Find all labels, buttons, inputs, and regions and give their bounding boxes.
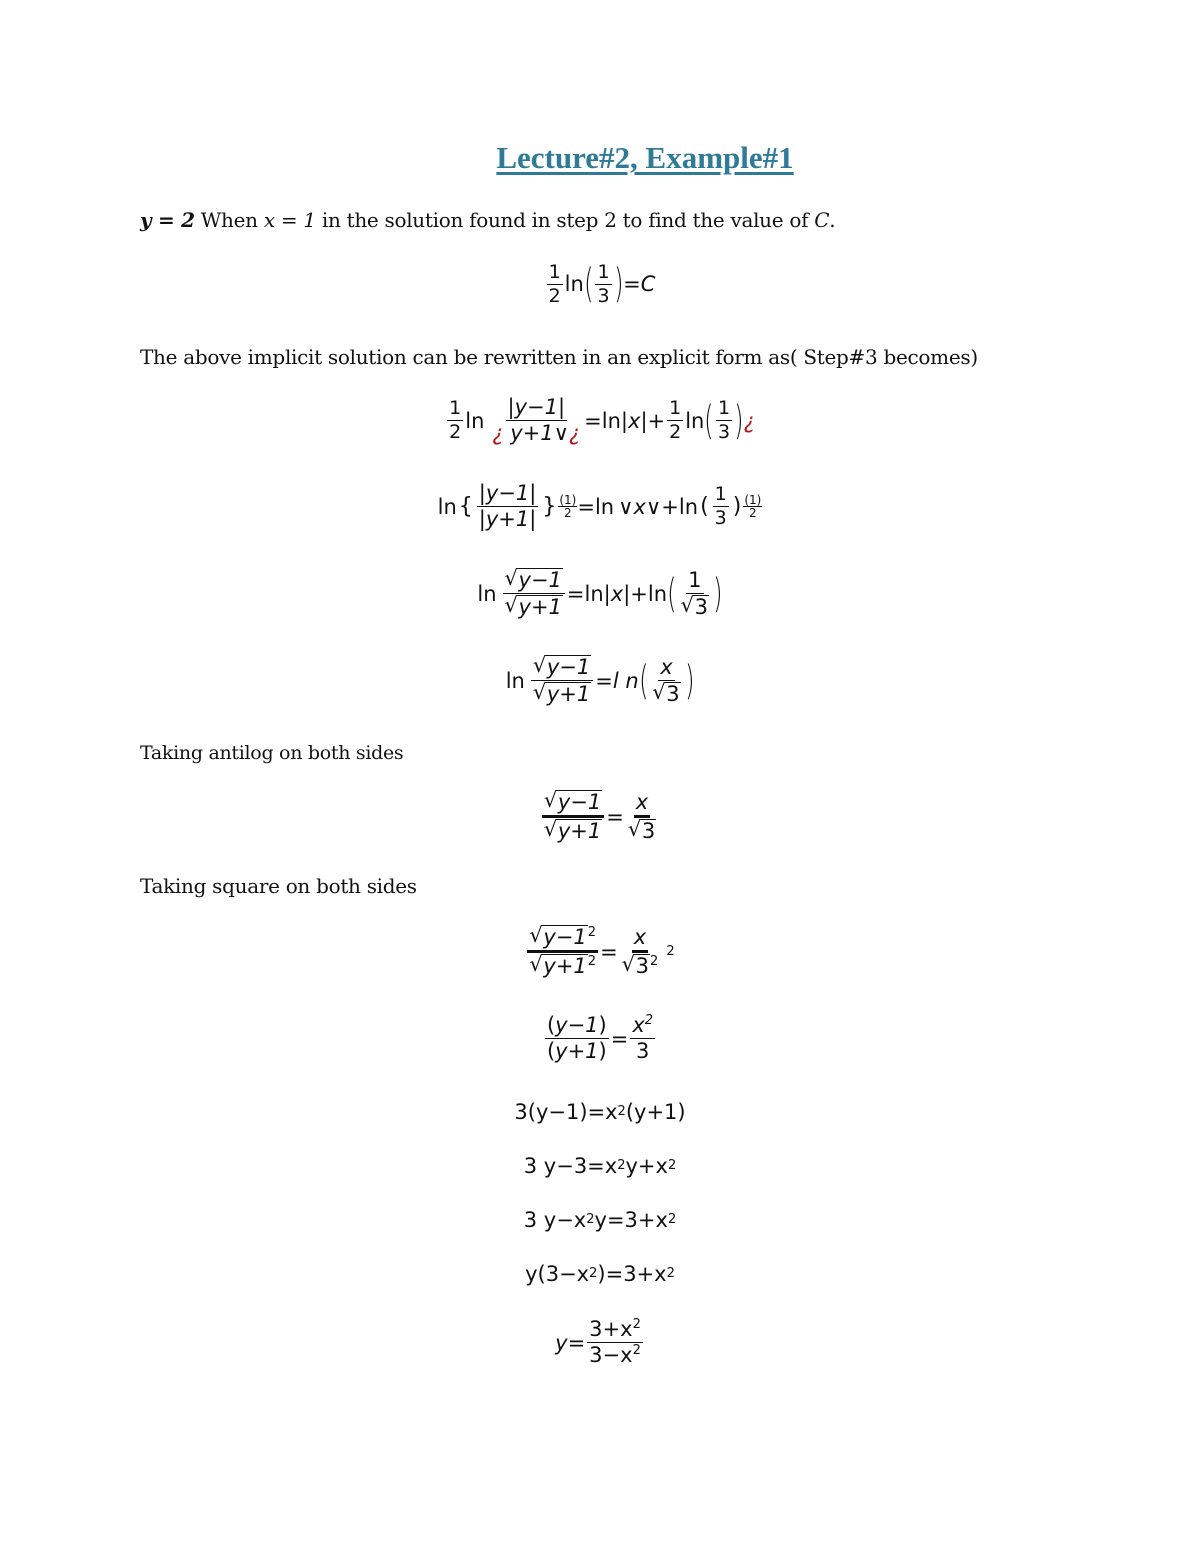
equation-factor: y(3−x 2 )=3+x 2 [525, 1262, 675, 1286]
equation-step3: $\frac{1}{2}$ ln $\frac{|y-1|}{¿ y+1\vee¿}$ = ln | x | + $\frac{1}{2}$ ln ( $\frac{1}{3}$ ) ¿ [449, 395, 755, 446]
equation-constant: $\frac{1}{2}$ ln ( $\frac{1}{3}$ ) = C [548, 261, 656, 308]
equation-combined-log: ln √ y−1 √ y+1 = l n ( x √ 3 ) [0, 655, 1200, 706]
paragraph-antilog: Taking antilog on both sides [140, 742, 404, 764]
equation-cross-multiply: 3(y−1)=x 2 (y+1) [514, 1100, 686, 1124]
equation-power-form: ln { $\frac{|y-1|}{|y+1|}$ } $\frac{(1)}{2}$ = ln ∨ x ∨ + ln ( $\frac{1}{3}$ ) (1) 2 [437, 481, 762, 532]
fraction-half: $\frac{1}{2}$ [548, 261, 561, 307]
paragraph-explicit: The above implicit solution can be rewritten in an explicit form as( Step#3 becomes) [140, 345, 978, 369]
equation-collect: 3 y−x 2 y=3+x 2 [523, 1208, 677, 1232]
y-equals-2: y = 2 [140, 208, 195, 232]
constant-c: C [814, 208, 830, 232]
equation-expand: 3 y−3=x 2 y+x 2 [523, 1154, 677, 1178]
intro-rest: in the solution found in step 2 to find the value of [315, 208, 815, 232]
intro-line: y = 2 When x = 1 in the solution found in step 2 to find the value of C. [140, 208, 836, 232]
fraction-abs-ratio: $\frac{|y-1|}{¿ y+1\vee¿}$ [492, 395, 581, 446]
x-equals-1: x = 1 [263, 208, 316, 232]
paragraph-square: Taking square on both sides [140, 874, 417, 898]
equation-sqrt-form: ln √ y−1 √ y+1 = ln | x | + ln ( 1 √ 3 ) [0, 568, 1200, 619]
intro-when: When [194, 208, 264, 232]
equation-final: y= $\frac{3+x^2}{3-x^2}$ [555, 1317, 641, 1368]
equation-antilog: √ y−1 √ y+1 = x √ 3 [0, 790, 1200, 843]
equation-ratio: $\frac{(y-1)}{(y+1)}$ = $\frac{x^2}{3}$ [546, 1013, 654, 1064]
page-title: Lecture#2, Example#1 [496, 140, 794, 175]
equation-squared: √ $y-1^2$ √ $y+1^2$ = x √ $3^2$ 2 [0, 925, 1200, 978]
fraction-third: $\frac{1}{3}$ [597, 261, 610, 307]
